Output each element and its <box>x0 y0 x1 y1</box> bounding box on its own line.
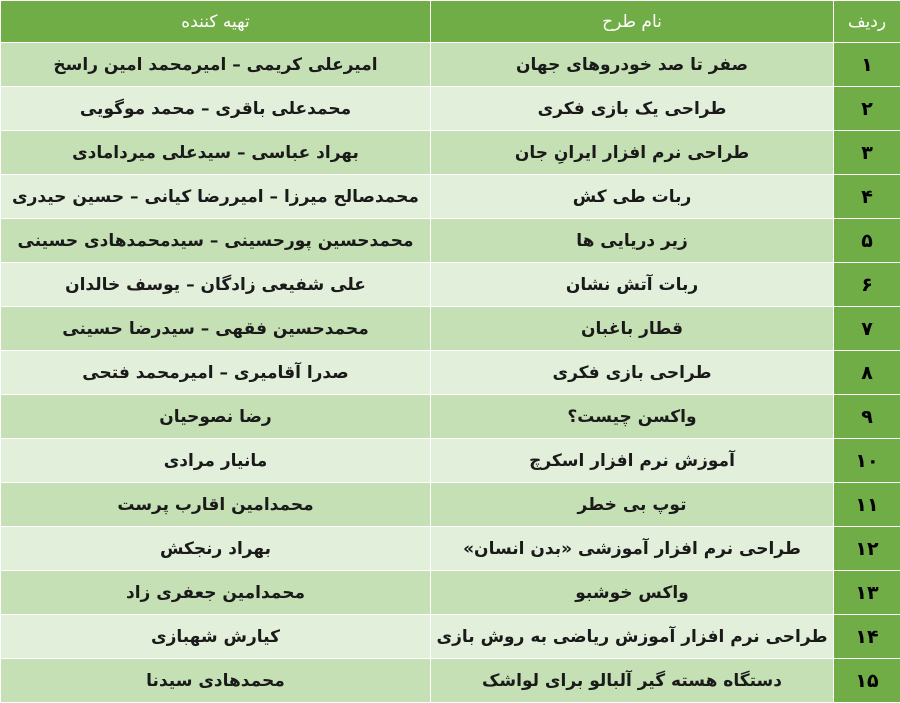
table-row <box>1 395 900 439</box>
project-name: دستگاه هسته گیر آلبالو برای لواشک <box>431 659 834 703</box>
project-name: طراحی بازی فکری <box>431 351 834 395</box>
row-number: ۱ <box>834 43 900 87</box>
author-name: محمدحسین فقهی – سیدرضا حسینی <box>1 307 431 351</box>
table-row <box>1 527 900 571</box>
row-number: ۶ <box>834 263 900 307</box>
project-name: طراحی نرم افزار آموزشی «بدن انسان» <box>431 527 834 571</box>
table-row <box>1 483 900 527</box>
table-row <box>1 615 900 659</box>
table-row <box>1 659 900 703</box>
project-name: ربات طی کش <box>431 175 834 219</box>
author-name: امیرعلی کریمی – امیرمحمد امین راسخ <box>1 43 431 87</box>
author-name: صدرا آقامیری – امیرمحمد فتحی <box>1 351 431 395</box>
author-name: محمدصالح میرزا – امیررضا کیانی – حسین حیدری <box>1 175 431 219</box>
row-number: ۵ <box>834 219 900 263</box>
header-row-number: ردیف <box>834 1 900 43</box>
project-name: واکسن چیست؟ <box>431 395 834 439</box>
table-row <box>1 219 900 263</box>
table-row <box>1 175 900 219</box>
table-row <box>1 571 900 615</box>
row-number: ۱۴ <box>834 615 900 659</box>
project-name: طراحی یک بازی فکری <box>431 87 834 131</box>
author-name: کیارش شهبازی <box>1 615 431 659</box>
project-name: زیر دریایی ها <box>431 219 834 263</box>
row-number: ۱۵ <box>834 659 900 703</box>
table-row <box>1 351 900 395</box>
author-name: محمدامین اقارب پرست <box>1 483 431 527</box>
author-name: محمدحسین پورحسینی – سیدمحمدهادی حسینی <box>1 219 431 263</box>
author-name: محمدعلی باقری – محمد موگویی <box>1 87 431 131</box>
project-name: توپ بی خطر <box>431 483 834 527</box>
project-name: طراحی نرم افزار ایرانِ جان <box>431 131 834 175</box>
project-name: واکس خوشبو <box>431 571 834 615</box>
row-number: ۱۲ <box>834 527 900 571</box>
header-project-name: نام طرح <box>431 1 834 43</box>
row-number: ۲ <box>834 87 900 131</box>
header-author: تهیه کننده <box>1 1 431 43</box>
row-number: ۴ <box>834 175 900 219</box>
table-row <box>1 439 900 483</box>
table-row <box>1 263 900 307</box>
project-name: قطار باغبان <box>431 307 834 351</box>
row-number: ۳ <box>834 131 900 175</box>
author-name: علی شفیعی زادگان – یوسف خالدان <box>1 263 431 307</box>
project-name: صفر تا صد خودروهای جهان <box>431 43 834 87</box>
table-row <box>1 87 900 131</box>
project-name: ربات آتش نشان <box>431 263 834 307</box>
author-name: محمدامین جعفری زاد <box>1 571 431 615</box>
table-row <box>1 131 900 175</box>
row-number: ۱۳ <box>834 571 900 615</box>
author-name: بهراد عباسی – سیدعلی میردامادی <box>1 131 431 175</box>
row-number: ۱۱ <box>834 483 900 527</box>
row-number: ۹ <box>834 395 900 439</box>
table-row <box>1 307 900 351</box>
table-row <box>1 43 900 87</box>
author-name: محمدهادی سیدنا <box>1 659 431 703</box>
author-name: مانیار مرادی <box>1 439 431 483</box>
author-name: بهراد رنجکش <box>1 527 431 571</box>
row-number: ۷ <box>834 307 900 351</box>
project-name: آموزش نرم افزار اسکرچ <box>431 439 834 483</box>
author-name: رضا نصوحیان <box>1 395 431 439</box>
project-name: طراحی نرم افزار آموزش ریاضی به روش بازی <box>431 615 834 659</box>
row-number: ۱۰ <box>834 439 900 483</box>
header-row <box>1 1 900 43</box>
row-number: ۸ <box>834 351 900 395</box>
